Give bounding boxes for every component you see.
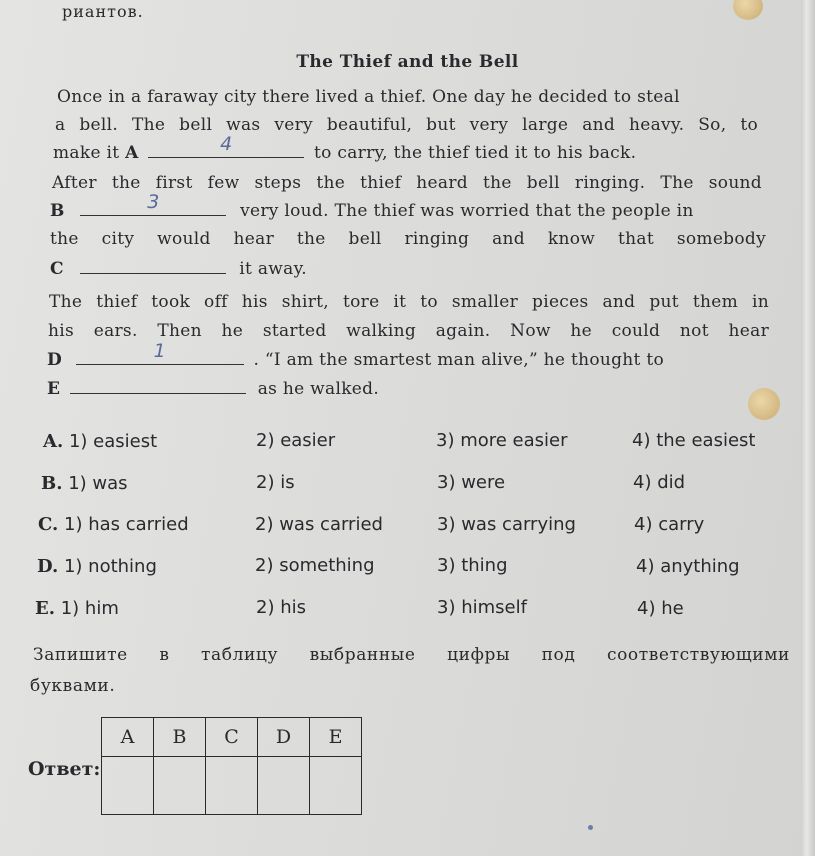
instruction-line-2: буквами. bbox=[30, 676, 116, 696]
option-a1[interactable]: A. 1) easiest bbox=[43, 431, 158, 452]
gap-letter-a: A bbox=[125, 143, 139, 163]
option-c3[interactable]: 3) was carrying bbox=[437, 514, 576, 535]
previous-task-fragment: риантов. bbox=[62, 2, 144, 21]
handwritten-answer-d: 1 bbox=[153, 340, 166, 362]
option-c2[interactable]: 2) was carried bbox=[255, 514, 383, 535]
text-line: After the first few steps the thief heard the bell ringing. The sound bbox=[52, 173, 762, 193]
text-line: Once in a faraway city there lived a thief. One day he decided to steal bbox=[57, 87, 680, 107]
text-line: his ears. Then he started walking again. Now he could not hear bbox=[48, 321, 769, 341]
option-d1[interactable]: D. 1) nothing bbox=[37, 556, 157, 577]
answer-header-c: C bbox=[206, 718, 258, 757]
text-line-gap-b: B 3 very loud. The thief was worried that the people in bbox=[50, 191, 694, 221]
answer-header-a: A bbox=[102, 718, 154, 757]
gap-a-blank[interactable] bbox=[148, 133, 304, 158]
answer-cell-c[interactable] bbox=[206, 757, 258, 815]
text-line: the city would hear the bell ringing and know that somebody bbox=[50, 229, 766, 249]
text-line-gap-e: E as he walked. bbox=[47, 379, 380, 399]
option-b3[interactable]: 3) were bbox=[437, 472, 506, 493]
gap-letter-c: C bbox=[50, 259, 64, 279]
text-line-gap-c: C it away. bbox=[50, 259, 307, 279]
text-title: The Thief and the Bell bbox=[296, 52, 519, 72]
answer-table-values-row bbox=[102, 757, 362, 815]
instruction-line-1: Запишите в таблицу выбранные цифры под соответствующими bbox=[33, 645, 790, 665]
page-edge bbox=[801, 0, 815, 856]
answer-cell-b[interactable] bbox=[154, 757, 206, 815]
answer-cell-a[interactable] bbox=[102, 757, 154, 815]
answer-table bbox=[101, 717, 362, 815]
answer-table-header-row bbox=[102, 718, 362, 757]
option-e2[interactable]: 2) his bbox=[256, 597, 306, 618]
answer-cell-e[interactable] bbox=[310, 757, 362, 815]
punch-hole-middle bbox=[748, 388, 780, 420]
option-a3[interactable]: 3) more easier bbox=[436, 430, 568, 451]
handwritten-answer-b: 3 bbox=[147, 191, 160, 213]
option-e1[interactable]: E. 1) him bbox=[35, 598, 119, 619]
answer-header-e: E bbox=[310, 718, 362, 757]
option-e3[interactable]: 3) himself bbox=[437, 597, 527, 618]
text-line-gap-a: make it A 4 to carry, the thief tied it to his back. bbox=[53, 133, 637, 163]
text-line: a bell. The bell was very beautiful, but very large and heavy. So, to bbox=[55, 115, 758, 135]
gap-c-blank[interactable] bbox=[80, 259, 226, 274]
gap-e-blank[interactable] bbox=[70, 379, 246, 394]
option-d4[interactable]: 4) anything bbox=[636, 556, 740, 577]
option-e4[interactable]: 4) he bbox=[637, 598, 684, 619]
option-a2[interactable]: 2) easier bbox=[256, 430, 336, 451]
gap-d-blank[interactable] bbox=[76, 340, 244, 365]
answer-cell-d[interactable] bbox=[258, 757, 310, 815]
answer-header-b: B bbox=[154, 718, 206, 757]
option-c1[interactable]: C. 1) has carried bbox=[38, 514, 189, 535]
gap-letter-d: D bbox=[47, 350, 63, 370]
handwritten-answer-a: 4 bbox=[220, 133, 233, 155]
option-d2[interactable]: 2) something bbox=[255, 555, 375, 576]
option-c4[interactable]: 4) carry bbox=[634, 514, 705, 535]
gap-letter-e: E bbox=[47, 379, 61, 399]
option-b2[interactable]: 2) is bbox=[256, 472, 295, 493]
option-a4[interactable]: 4) the easiest bbox=[632, 430, 756, 451]
answer-label: Ответ: bbox=[28, 758, 101, 780]
answer-header-d: D bbox=[258, 718, 310, 757]
gap-letter-b: B bbox=[50, 201, 65, 221]
option-d3[interactable]: 3) thing bbox=[437, 555, 508, 576]
text-line: The thief took off his shirt, tore it to smaller pieces and put them in bbox=[49, 292, 769, 312]
pen-mark bbox=[588, 825, 593, 830]
gap-b-blank[interactable] bbox=[80, 191, 226, 216]
option-b4[interactable]: 4) did bbox=[633, 472, 686, 493]
text-line-gap-d: D 1 . “I am the smartest man alive,” he thought to bbox=[47, 340, 665, 370]
option-b1[interactable]: B. 1) was bbox=[41, 473, 128, 494]
